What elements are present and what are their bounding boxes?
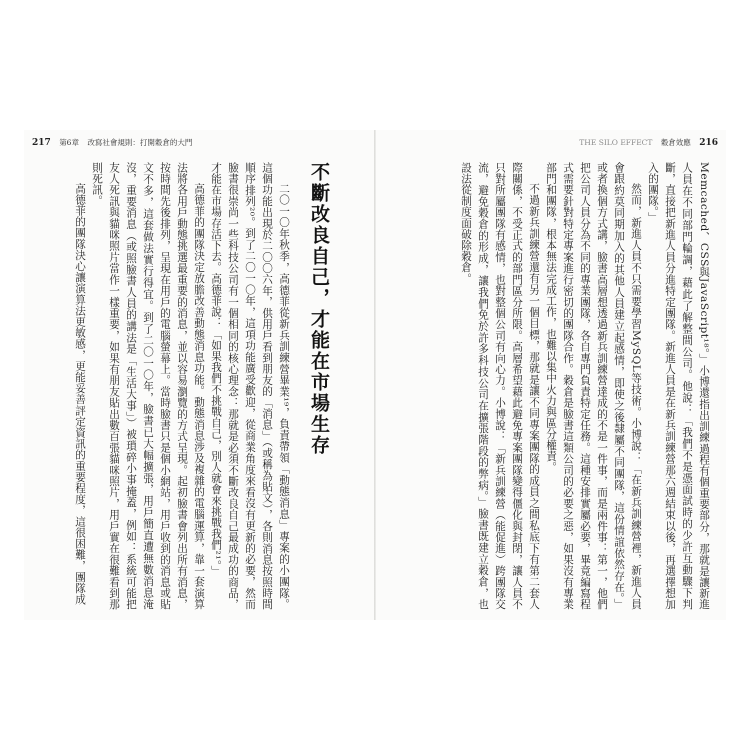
book-gutter [374,130,376,620]
left-paragraph-1: 二〇一〇年秋季，高德菲從新兵訓練營畢業¹⁹，負責帶領「動態消息」專案的小團隊。這個功能出現於二〇〇六年，供用戶看到朋友的「消息」（或稱為貼文），各則消息按照時間順序排列²⁰。到了二〇一〇年，這項功能廣受歡迎，從商業角度來看沒有更新的必要，然而臉書很崇尚一些科技公司有一個相同的核心理念：那就是必須不斷改良自己最成功的商品，才能在市場存活下去。高德菲說：「如果我們不挑戰自己，別人就會來挑戰我們²¹。」 [210,162,290,610]
left-page-number: 217 [32,138,51,148]
left-page-header [32,138,198,148]
left-paragraph-3: 高德菲的團隊決心讓演算法更敏感，更能妥善評定資訊的重要程度，這很困難，團隊成 [74,183,86,605]
section-title: 不斷改良自己，才能在市場生存 [308,162,330,456]
right-paragraph-1: Memcached、CSS與JavaScript¹⁸。」小博還指出訓練過程有個重要部分，那就是讓新進人員在不同部門輪調，藉此了解整間公司。他說：「我們不是憑面試時的少許互動驟下判斷，直接把新進人員分進特定團隊。新進人員是在新兵訓練營那六週結束以後，再選擇想加入的團隊。」 [647,162,710,610]
chapter-label: 第6章 [59,138,79,147]
right-page-number: 216 [699,138,718,148]
book-title-zh: 穀倉效應 [660,138,691,147]
left-paragraph-2: 高德菲的團隊決定放膽改善動態消息功能。動態消息涉及複雜的電腦運算，靠一套演算法將各用戶動態挑選最重要的消息，並以容易瀏覽的方式呈現。起初臉書會列出所有消息，按時間先後排列，呈現在用戶的電腦螢幕上。當時臉書只是個小網站，用戶收到的消息或貼文不多，這套做法實行得宜。到了二〇一〇年，臉書已大幅擴張，用戶簡直遭無數消息淹沒，重要消息（或照臉書人員的講法是「生活大事」）被瑣碎小事掩蓋，例如：系統可能把友人死訊與貓咪照片當作一樣重要，如果有朋友貼出數百張貓咪照片，用戶實在很難看到那則死訊。 [91,162,205,610]
right-page-body [390,162,712,610]
book-title-en: THE SILO EFFECT [579,138,653,147]
chapter-title: 改寫社會規則：打開穀倉的大門 [87,138,193,147]
right-paragraph-2: 然而，新進人員不只需要學習MySQL等技術。小博說：「在新兵訓練營裡，新進人員會跟約莫同期加入的其他人員建立起感情，即使之後隸屬不同團隊，這份情誼依然存在。」或者換個方式講，臉書高層想透過新兵訓練營達成的不是一件事，而是兩件事：第一，他們把公司人員分為不同的專業團隊，各自專門負責特定任務。這種安排實屬必要，畢竟編寫程式需要針對特定專案進行密切的團隊合作。穀倉是臉書這類公司的必要之惡，如果沒有專業部門和團隊，根本無法完成工作，也難以集中火力與區分權責。 [545,162,642,610]
right-paragraph-3: 不過新兵訓練營還有另一個目標，那就是讓不同專案團隊的成員之間私底下有第二套人際關係，不受正式的部門區分所限。高層希望藉此避免專案團隊變得僵化與封閉，讓人員不只對所屬團隊有感情，也對整個公司有向心力。小博說：「新兵訓練營（能促進）跨團隊交流，避免穀倉的形成，讓我們免於許多科技公司在擴張階段的弊病。」臉書既建立穀倉，也設法從制度面破除穀倉。 [460,162,540,610]
right-page-header [573,138,718,148]
left-page-body [66,162,346,610]
